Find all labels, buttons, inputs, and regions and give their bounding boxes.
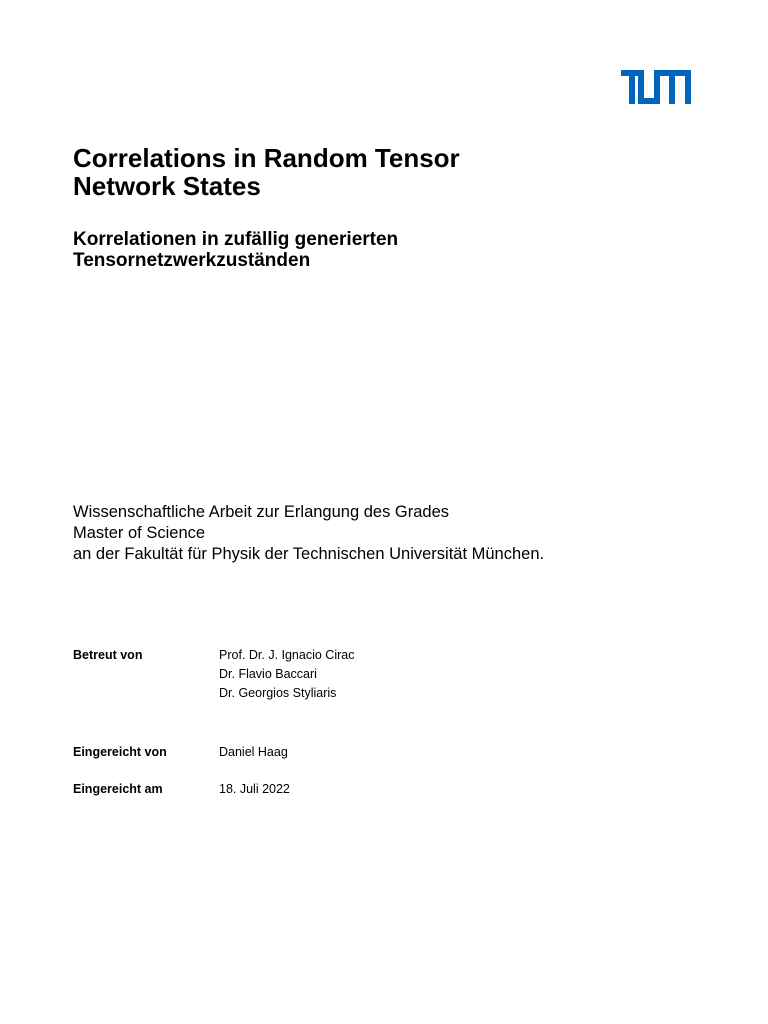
supervisor-name: Dr. Flavio Baccari — [219, 667, 317, 681]
submitted-by-values — [219, 745, 288, 764]
submission-date: 18. Juli 2022 — [219, 782, 290, 796]
thesis-subtitle-line-2: Tensornetzwerkzuständen — [73, 250, 311, 271]
thesis-subtitle — [73, 229, 693, 271]
tum-logo-icon — [621, 70, 691, 104]
supervisor-name: Dr. Georgios Styliaris — [219, 686, 337, 700]
degree-statement — [73, 502, 713, 565]
degree-statement-line-1: Wissenschaftliche Arbeit zur Erlangung des Grades — [73, 503, 450, 521]
supervisors-list — [219, 648, 354, 705]
submitted-on-label: Eingereicht am — [73, 782, 163, 796]
thesis-title — [73, 144, 693, 200]
submitted-by-label: Eingereicht von — [73, 745, 167, 759]
thesis-subtitle-line-1: Korrelationen in zufällig generierten — [73, 229, 399, 250]
degree-statement-line-3: an der Fakultät für Physik der Technischen Universität München. — [73, 545, 545, 563]
submitted-on-values — [219, 782, 290, 801]
thesis-title-line-2: Network States — [73, 171, 261, 201]
supervisors-label: Betreut von — [73, 648, 143, 662]
thesis-title-line-1: Correlations in Random Tensor — [73, 143, 460, 173]
degree-statement-line-2: Master of Science — [73, 524, 206, 542]
author-name: Daniel Haag — [219, 745, 288, 759]
tum-logo-graphic — [621, 70, 691, 104]
supervisor-name: Prof. Dr. J. Ignacio Cirac — [219, 648, 355, 662]
